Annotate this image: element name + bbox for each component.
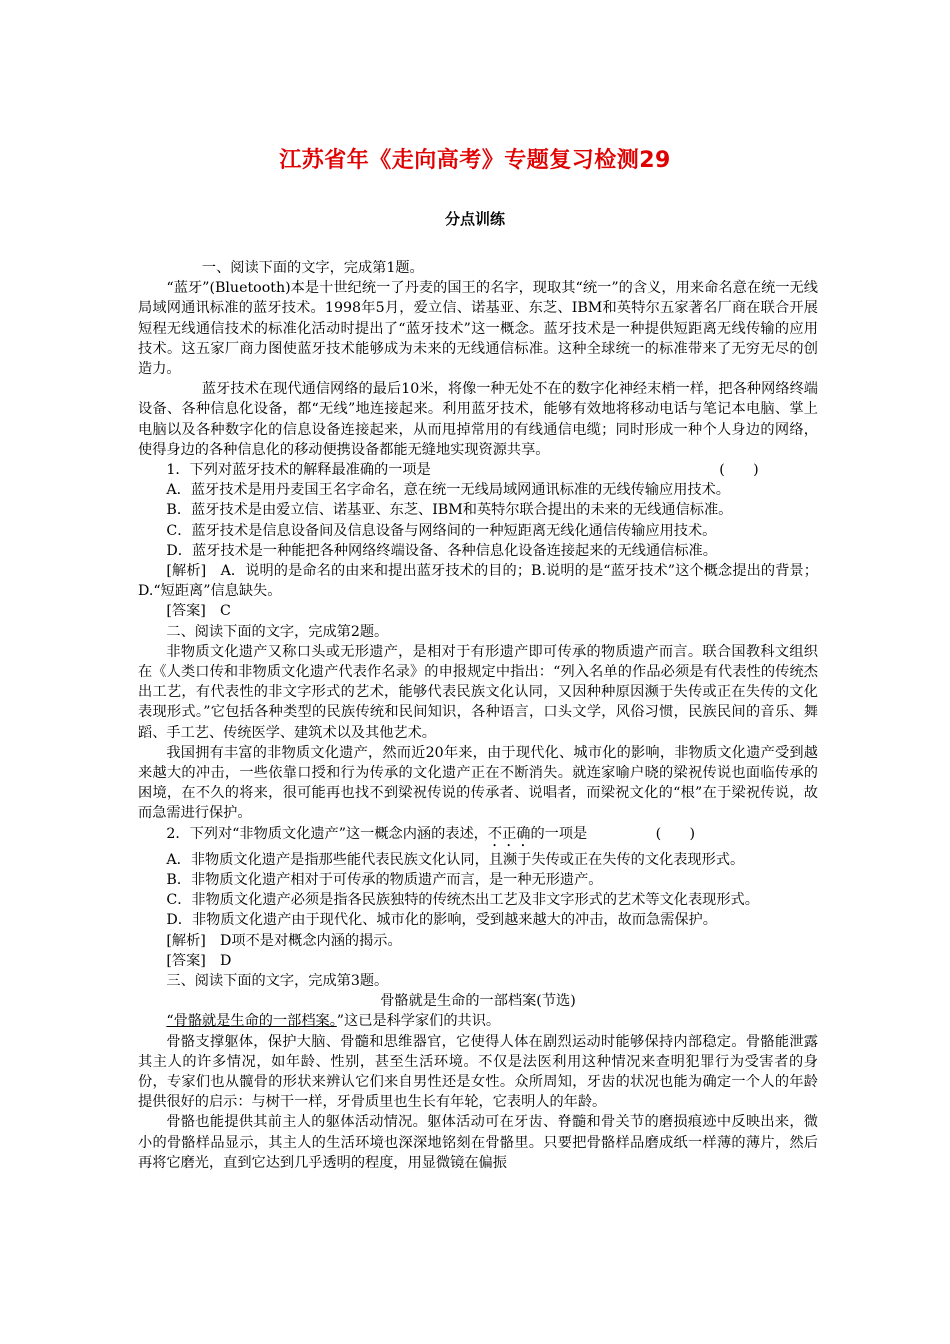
- option-1a: A．蓝牙技术是用丹麦国王名字命名，意在统一无线局域网通讯标准的无线传输应用技术。: [166, 482, 730, 499]
- option-1d: D．蓝牙技术是一种能把各种网络终端设备、各种信息化设备连接起来的无线通信标准。: [166, 542, 717, 559]
- passage-2-para-1: 非物质文化遗产又称口头或无形遗产，是相对于有形遗产即可传承的物质遗产而言。联合国教科文组织在《人类口传和非物质文化遗产代表作名录》的申报规定中指出：“列入名单的作品必须是有代表性的传统杰出工艺，有代表性的非文字形式的艺术，能够代表民族文化认同，又因种种原因濒于失传或正在失传的文化表现形式。”它包括各种类型的民族传统和民间知识，各种语言，口头文学，风俗习惯，民族民间的音乐、舞蹈、手工艺、传统医学、建筑术以及其他艺术。: [138, 643, 818, 741]
- option-2c: C．非物质文化遗产必须是指各民族独特的传统杰出工艺及非文字形式的艺术等文化表现形式。: [166, 892, 759, 909]
- answer-bracket: ( ): [719, 462, 759, 479]
- question-2: [138, 824, 818, 850]
- section-2-intro: 二、阅读下面的文字，完成第2题。: [166, 623, 389, 640]
- question-2-emphasis: 不正确: [487, 825, 531, 842]
- passage-2-para-2: 我国拥有丰富的非物质文化遗产，然而近20年来，由于现代化、城市化的影响，非物质文化遗产受到越来越大的冲击，一些依靠口授和行为传承的文化遗产正在不断消失。就连家喻户晓的梁祝传说也面临传承的困境，在不久的将来，很可能再也找不到梁祝传说的传承者、说唱者，而梁祝文化的“根”在于梁祝传说，故而急需进行保护。: [138, 744, 818, 822]
- question-1-text: 1．下列对蓝牙技术的解释最准确的一项是: [166, 462, 431, 479]
- question-2-text-pre: 2．下列对“非物质文化遗产”这一概念内涵的表述，: [166, 825, 488, 842]
- section-1-intro: 一、阅读下面的文字，完成第1题。: [201, 260, 424, 276]
- answer-bracket: ( ): [655, 825, 696, 842]
- passage-3-para-2: 骨骼也能提供其前主人的躯体活动情况。躯体活动可在牙齿、脊髓和骨关节的磨损痕迹中反映出来，微小的骨骼样品显示，其主人的生活环境也深深地铭刻在骨骼里。只要把骨骼样品磨成纸一样薄的薄片，然后再将它磨光，直到它达到几乎透明的程度，用显微镜在偏振: [138, 1114, 818, 1171]
- option-1b: B．蓝牙技术是由爱立信、诺基亚、东芝、IBM和英特尔联合提出的未来的无线通信标准。: [166, 502, 733, 519]
- article-quote: [138, 1011, 818, 1031]
- document-body: [138, 258, 818, 1173]
- underlined-quote: “骨骼就是生命的一部档案。: [166, 1013, 337, 1030]
- answer-1: [答案] C: [166, 603, 231, 620]
- question-1: [138, 460, 818, 480]
- section-3-intro: 三、阅读下面的文字，完成第3题。: [166, 972, 389, 989]
- option-1c: C．蓝牙技术是信息设备间及信息设备与网络间的一种短距离无线化通信传输应用技术。: [166, 522, 717, 539]
- option-2b: B．非物质文化遗产相对于可传承的物质遗产而言，是一种无形遗产。: [166, 871, 603, 888]
- section-subtitle: 分点训练: [444, 210, 505, 228]
- answer-2: [答案] D: [166, 952, 232, 969]
- passage-1-para-2: 蓝牙技术在现代通信网络的最后10米，将像一种无处不在的数字化神经末梢一样，把各种网络终端设备、各种信息化设备，都“无线”地连接起来。利用蓝牙技术，能够有效地将移动电话与笔记本电脑、掌上电脑以及各种数字化的信息设备连接起来，从而甩掉常用的有线通信电缆；同时形成一种个人身边的网络，使得身边的各种信息化的移动便携设备都能无缝地实现资源共享。: [138, 381, 818, 458]
- passage-1-para-1: “蓝牙”(Bluetooth)本是十世纪统一了丹麦的国王的名字，现取其“统一”的含义，用来命名意在统一无线局域网通讯标准的蓝牙技术。1998年5月，爱立信、诺基亚、东芝、IBM和英特尔五家著名厂商在联合开展短程无线通信技术的标准化活动时提出了“蓝牙技术”这一概念。蓝牙技术是一种提供短距离无线传输的应用技术。这五家厂商力图使蓝牙技术能够成为未来的无线通信标准。这种全球统一的标准带来了无穷无尽的创造力。: [138, 280, 818, 378]
- option-2d: D．非物质文化遗产由于现代化、城市化的影响，受到越来越大的冲击，故而急需保护。: [166, 912, 717, 929]
- passage-3-para-1: 骨骼支撑躯体，保护大脑、骨髓和思维器官，它使得人体在剧烈运动时能够保持内部稳定。骨骼能泄露其主人的许多情况，如年龄、性别，甚至生活环境。不仅是法医利用这种情况来查明犯罪行为受害者的身份，专家们也从髋骨的形状来辨认它们来自男性还是女性。众所周知，牙齿的状况也能为确定一个人的年龄提供很好的启示：与树干一样，牙骨质里也生长有年轮，它表明人的年龄。: [138, 1033, 818, 1111]
- analysis-1: [解析] A．说明的是命名的由来和提出蓝牙技术的目的；B.说明的是“蓝牙技术”这个概念提出的背景；D.“短距离”信息缺失。: [138, 563, 818, 600]
- analysis-2: [解析] D项不是对概念内涵的揭示。: [166, 932, 402, 949]
- question-2-text-post: 的一项是: [530, 825, 588, 842]
- option-2a: A．非物质文化遗产是指那些能代表民族文化认同，且濒于失传或正在失传的文化表现形式。: [166, 851, 745, 868]
- article-title: 骨骼就是生命的一部档案(节选): [380, 993, 576, 1010]
- quote-rest: ”这已是科学家们的共识。: [336, 1013, 501, 1030]
- page-title: 江苏省年《走向高考》专题复习检测29: [279, 148, 671, 173]
